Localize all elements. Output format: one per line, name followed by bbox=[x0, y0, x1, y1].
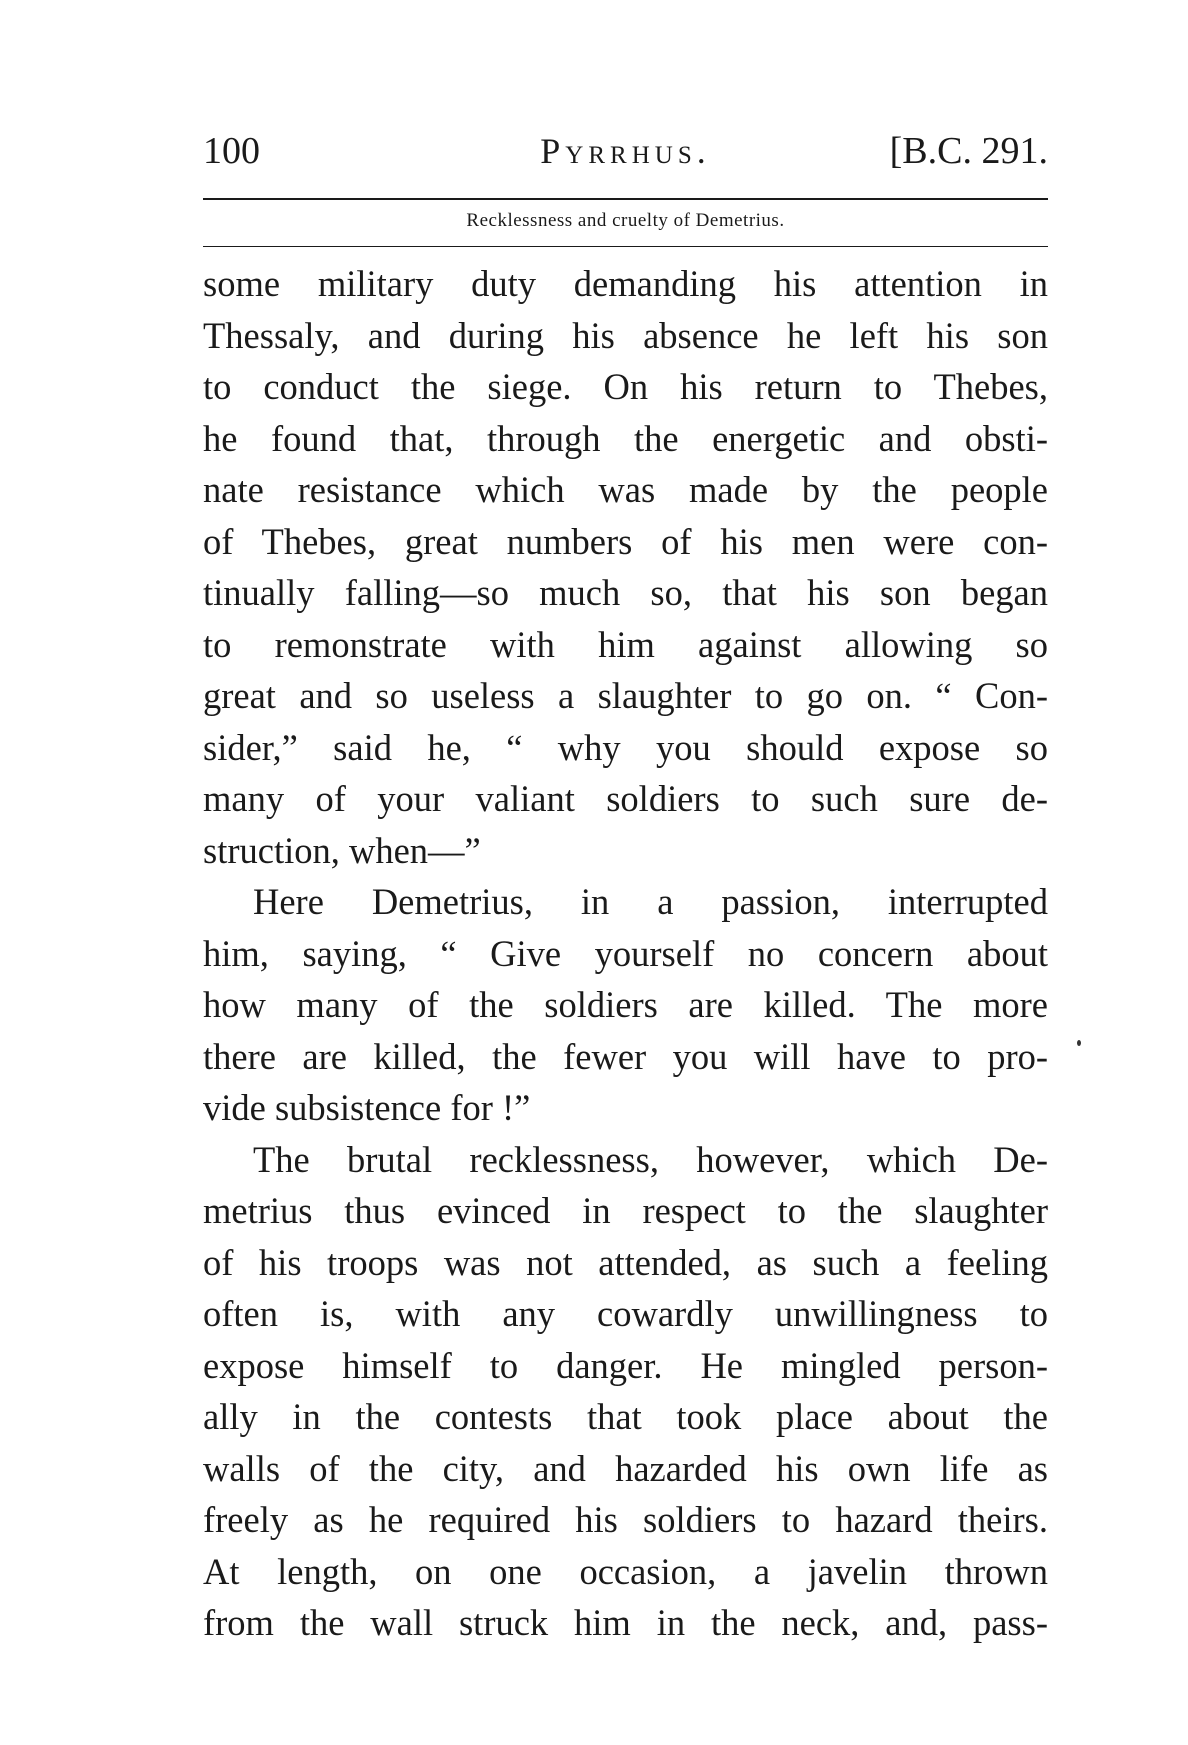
text-line: The brutal recklessness, however, which De- bbox=[253, 1138, 1048, 1180]
running-date: [B.C. 291. bbox=[889, 130, 1048, 172]
text-line: of his troops was not attended, as such a feeling bbox=[203, 1241, 1048, 1283]
text-line: of Thebes, great numbers of his men were con- bbox=[203, 520, 1048, 562]
text-line: how many of the soldiers are killed. The more bbox=[203, 984, 1048, 1025]
text-line: from the wall struck him in the neck, and, pass- bbox=[203, 1602, 1048, 1643]
chapter-subheading: Recklessness and cruelty of Demetrius. bbox=[466, 210, 785, 231]
text-line: freely as he required his soldiers to hazard theirs. bbox=[203, 1499, 1048, 1540]
text-line: to conduct the siege. On his return to Thebes, bbox=[203, 366, 1048, 407]
text-line: many of your valiant soldiers to such sure de- bbox=[203, 778, 1048, 819]
text-line: Here Demetrius, in a passion, interrupted bbox=[253, 881, 1048, 922]
text-line: sider,” said he, “ why you should expose so bbox=[203, 726, 1048, 768]
header-rule-top bbox=[203, 198, 1048, 200]
text-line: ally in the contests that took place about the bbox=[203, 1396, 1048, 1437]
running-title: Pyrrhus. bbox=[540, 131, 711, 171]
paragraph bbox=[203, 876, 1048, 1134]
text-line: some military duty demanding his attention in bbox=[203, 263, 1048, 304]
text-line: him, saying, “ Give yourself no concern about bbox=[203, 932, 1048, 974]
paragraph bbox=[203, 258, 1048, 876]
text-line: there are killed, the fewer you will have to pro- bbox=[203, 1035, 1048, 1077]
text-line: struction, when—” bbox=[203, 829, 481, 871]
text-line: Thessaly, and during his absence he left his son bbox=[203, 314, 1048, 356]
header-rule-bottom bbox=[203, 246, 1048, 247]
text-line: nate resistance which was made by the people bbox=[203, 469, 1048, 510]
text-line: often is, with any cowardly unwillingness to bbox=[203, 1293, 1048, 1334]
text-line: great and so useless a slaughter to go on. “ Con- bbox=[203, 675, 1048, 716]
text-line: he found that, through the energetic and obsti- bbox=[203, 417, 1048, 459]
ink-speck bbox=[1077, 1040, 1081, 1046]
text-line: vide subsistence for !” bbox=[203, 1087, 531, 1128]
page-number: 100 bbox=[203, 130, 260, 172]
running-head bbox=[203, 125, 1048, 181]
text-line: tinually falling—so much so, that his son began bbox=[203, 572, 1048, 613]
text-line: to remonstrate with him against allowing so bbox=[203, 623, 1048, 665]
text-line: walls of the city, and hazarded his own life as bbox=[203, 1447, 1048, 1489]
text-line: metrius thus evinced in respect to the slaughter bbox=[203, 1190, 1048, 1231]
text-line: expose himself to danger. He mingled person- bbox=[203, 1344, 1048, 1386]
paragraph bbox=[203, 1134, 1048, 1649]
body-text bbox=[203, 258, 1048, 1649]
text-line: At length, on one occasion, a javelin thrown bbox=[203, 1550, 1048, 1592]
